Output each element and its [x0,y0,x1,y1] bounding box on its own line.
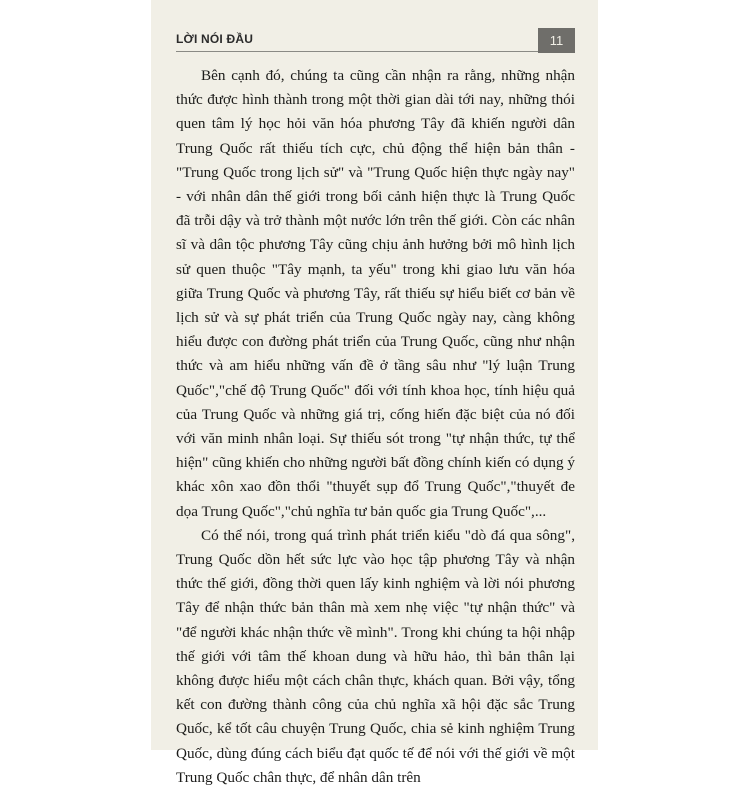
paragraph-2: Có thể nói, trong quá trình phát triển kiểu "dò đá qua sông", Trung Quốc dồn hết sức lực vào học tập phương Tây và nhận thức thế giới, đồng thời quen lấy kinh nghiệm và lời nói phương Tây để nhận thức bản thân mà xem nhẹ việc "tự nhận thức" và "để người khác nhận thức về mình". Trong khi chúng ta hội nhập thế giới với tâm thế khoan dung và hữu hảo, thì bản thân lại không được hiểu một cách chân thực, khách quan. Bởi vậy, tổng kết con đường thành công của chủ nghĩa xã hội đặc sắc Trung Quốc, kể tốt câu chuyện Trung Quốc, chia sẻ kinh nghiệm Trung Quốc, dùng đúng cách biểu đạt quốc tế để nói với thế giới về một Trung Quốc chân thực, để nhân dân trên [176,526,575,786]
body-text [176,64,575,790]
paragraph-1: Bên cạnh đó, chúng ta cũng cần nhận ra rằng, những nhận thức được hình thành trong một thời gian dài tới nay, những thói quen tâm lý học hỏi văn hóa phương Tây đã khiến người dân Trung Quốc rất thiếu tích cực, chủ động thể hiện bản thân - "Trung Quốc trong lịch sử" và "Trung Quốc hiện thực ngày nay" - với nhân dân thế giới trong bối cảnh hiện thực là Trung Quốc đã trỗi dậy và trở thành một nước lớn trên thế giới. Còn các nhân sĩ và dân tộc phương Tây cũng chịu ảnh hưởng bởi mô hình lịch sử quen thuộc "Tây mạnh, ta yếu" trong khi giao lưu văn hóa giữa Trung Quốc và phương Tây, rất thiếu sự hiểu biết cơ bản về lịch sử và sự phát triển của Trung Quốc ngày nay, càng không hiểu được con đường phát triển của Trung Quốc, cũng như nhận thức và am hiểu những vấn đề ở tầng sâu như "lý luận Trung Quốc","chế độ Trung Quốc" đối với tính khoa học, tính hiệu quả của Trung Quốc và những giá trị, cống hiến đặc biệt của nó đối với văn minh nhân loại. Sự thiếu sót trong "tự nhận thức, tự thể hiện" cũng khiến cho những người bất đồng chính kiến có dụng ý khác xôn xao đồn thổi "thuyết sụp đổ Trung Quốc","thuyết đe dọa Trung Quốc","chủ nghĩa tư bản quốc gia Trung Quốc",... [176,67,575,520]
header-divider [176,51,538,52]
page-number-badge: 11 [538,28,575,53]
book-page [151,0,598,786]
running-header-title: LỜI NÓI ĐẦU [176,32,254,46]
